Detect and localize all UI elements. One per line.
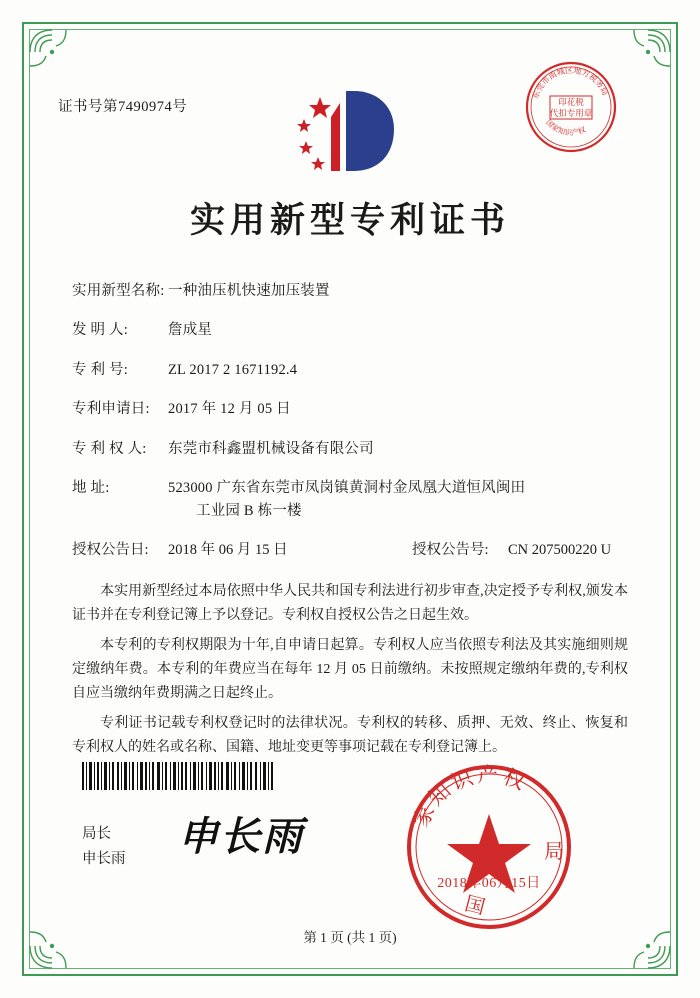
page-title: 实用新型专利证书	[189, 201, 510, 240]
field-label: 专 利 号:	[72, 361, 128, 378]
svg-text:国: 国	[462, 892, 490, 920]
svg-text:家知识产权: 家知识产权	[408, 762, 532, 831]
grant-date-value: 2018 年 06 月 15 日	[168, 542, 288, 559]
stamp-duty-seal-icon	[524, 60, 618, 154]
field-label: 发 明 人:	[72, 322, 128, 339]
field-list	[72, 280, 632, 572]
svg-text:国家知识产权: 国家知识产权	[544, 117, 587, 138]
grant-date	[72, 539, 412, 561]
field-value: 东莞市科鑫盟机械设备有限公司	[168, 440, 374, 457]
field-value: 523000 广东省东莞市凤岗镇黄洞村金凤凰大道恒风闽田	[168, 480, 526, 497]
field-value: ZL 2017 2 1671192.4	[168, 361, 298, 378]
page-footer: 第 1 页 (共 1 页)	[303, 930, 397, 945]
signature-labels	[82, 822, 126, 873]
field-row-patentee	[72, 438, 632, 460]
field-row-address	[72, 477, 632, 522]
corner-ornament-icon	[26, 26, 80, 80]
field-value: 一种油压机快速加压装置	[168, 283, 330, 299]
field-value-line2: 工业园 B 栋一楼	[196, 502, 302, 519]
handwritten-signature: 申长雨	[178, 814, 304, 859]
svg-text:代扣专用章: 代扣专用章	[549, 108, 593, 118]
field-row-utility-model-name	[72, 280, 632, 302]
barcode-icon	[82, 762, 277, 790]
grant-date-label: 授权公告日:	[72, 542, 149, 559]
certificate-number: 证书号第7490974号	[58, 99, 188, 115]
paragraph: 本实用新型经过本局依照中华人民共和国专利法进行初步审查,决定授予专利权,颁发本证书并在专利登记簿上予以登记。专利权自授权公告之日起生效。	[72, 584, 628, 624]
svg-text:印花税: 印花税	[558, 97, 584, 107]
paragraph: 专利证书记载专利权登记时的法律状况。专利权的转移、质押、无效、终止、恢复和专利权人的姓名或名称、国籍、地址变更等事项记载在专利登记簿上。	[72, 716, 628, 756]
field-value: 詹成星	[168, 322, 213, 339]
legal-text	[72, 580, 628, 767]
field-label: 实用新型名称:	[72, 283, 165, 299]
grant-announcement-row	[72, 539, 632, 561]
field-label: 地 址:	[72, 480, 110, 497]
national-ip-administration-seal-icon	[404, 762, 574, 932]
svg-text:局: 局	[544, 841, 564, 863]
cnipa-star-logo-icon	[284, 83, 404, 175]
corner-ornament-icon	[620, 26, 674, 80]
field-row-inventor	[72, 319, 632, 341]
field-label: 专利申请日:	[72, 401, 150, 418]
grant-number	[412, 539, 611, 561]
field-label: 专 利 权 人:	[72, 440, 147, 457]
paragraph: 本专利的专利权期限为十年,自申请日起算。专利权人应当依照专利法及其实施细则规定缴纳年费。本专利的年费应当在每年 12 月 05 日前缴纳。未按照规定缴纳年费的,专利权自应当缴纳年费期满之日起终止。	[72, 638, 628, 702]
grant-number-value: CN 207500220 U	[508, 542, 612, 559]
field-row-patent-number	[72, 359, 632, 381]
field-value: 2017 年 12 月 05 日	[168, 401, 291, 418]
svg-text:东莞市南城区地方税务局: 东莞市南城区地方税务局	[530, 65, 610, 101]
field-row-application-date	[72, 398, 632, 420]
grant-number-label: 授权公告号:	[412, 542, 489, 559]
seal-date: 2018年06月15日	[437, 876, 541, 891]
director-role-label: 局长	[82, 826, 111, 842]
director-name-label: 申长雨	[82, 851, 126, 868]
